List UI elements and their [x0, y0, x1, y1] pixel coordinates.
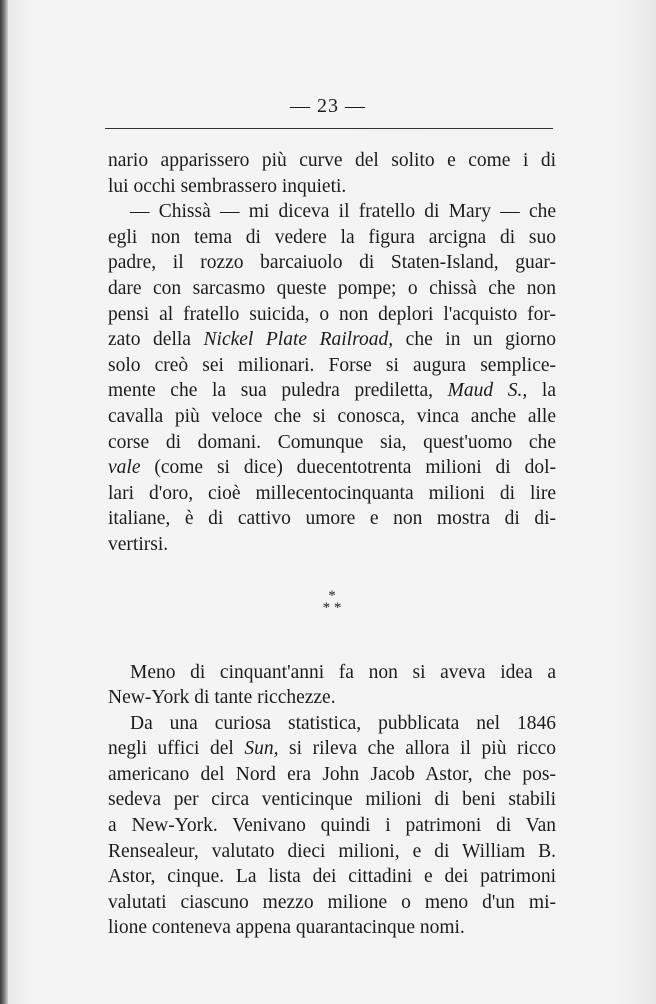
section-gap [108, 558, 556, 590]
text-line: Rensealeur, valutato dieci milioni, e di William B. [108, 840, 556, 862]
text-line: americano del Nord era John Jacob Astor, che pos- [108, 763, 556, 785]
text-line: valutati ciascuno mezzo milione o meno d'un mi- [108, 891, 556, 913]
text-line: New-York di tante ricchezze. [108, 687, 336, 709]
text-run: che in un giorno [393, 329, 557, 351]
text-line: Meno di cinquant'anni fa non si aveva idea a [130, 661, 556, 683]
text-run: mente che la sua puledra prediletta, [108, 380, 448, 402]
text-line [108, 378, 556, 404]
text-line: lione conteneva appena quarantacinque nomi. [108, 917, 465, 939]
text-run: negli uffici del [108, 738, 245, 760]
text-line: padre, il rozzo barcaiuolo di Staten-Island, guar- [108, 252, 556, 274]
text-line [108, 736, 556, 762]
text-line: a New-York. Venivano quindi i patrimoni di Van [108, 815, 556, 837]
text-line: Da una curiosa statistica, pubblicata nel 1846 [130, 712, 556, 734]
text-line: — Chissà — mi diceva il fratello di Mary — che [130, 201, 556, 223]
text-line: italiane, è di cattivo umore e non mostra di di- [108, 508, 556, 530]
section-gap [108, 626, 556, 660]
text-run: si rileva che allora il più ricco [278, 738, 556, 760]
text-line: pensi al fratello suicida, o non deplori l'acquisto for- [108, 303, 556, 325]
text-line: dare con sarcasmo queste pompe; o chissà che non [108, 277, 556, 299]
text-line: corse di domani. Comunque sia, quest'uomo che [108, 431, 556, 453]
header-rule [105, 128, 553, 129]
text-line: Astor, cinque. La lista dei cittadini e dei patrimoni [108, 866, 556, 888]
page-binding-edge [0, 0, 8, 1004]
asterism-bottom: * * [322, 599, 342, 616]
text-line: solo creò sei milionari. Forse si augura semplice- [108, 354, 556, 376]
text-line [108, 455, 556, 481]
text-line: egli non tema di vedere la figura arcigna di suo [108, 226, 556, 248]
asterism-separator [108, 587, 556, 626]
body-text [108, 148, 556, 941]
asterism-top: * [328, 587, 336, 604]
italic-vale: vale [108, 457, 141, 479]
text-line: lari d'oro, cioè millecentocinquanta milioni di lire [108, 482, 556, 504]
text-line: vertirsi. [108, 533, 169, 555]
text-line [108, 327, 556, 353]
text-run: la [527, 380, 557, 402]
text-run: (come si dice) duecentotrenta milioni di dol- [140, 457, 556, 479]
text-line: lui occhi sembrassero inquieti. [108, 175, 347, 197]
text-line: sedeva per circa venticinque milioni di beni stabili [108, 789, 556, 811]
text-line: nario apparissero più curve del solito e come i di [108, 150, 556, 171]
text-run: zato della [108, 329, 204, 351]
italic-horse-name: Maud S., [447, 380, 528, 402]
italic-newspaper-name: Sun, [244, 738, 279, 760]
text-line: cavalla più veloce che si conosca, vinca anche alle [108, 405, 556, 427]
italic-railroad-name: Nickel Plate Railroad, [203, 329, 394, 351]
page-number: — 23 — [290, 95, 366, 117]
